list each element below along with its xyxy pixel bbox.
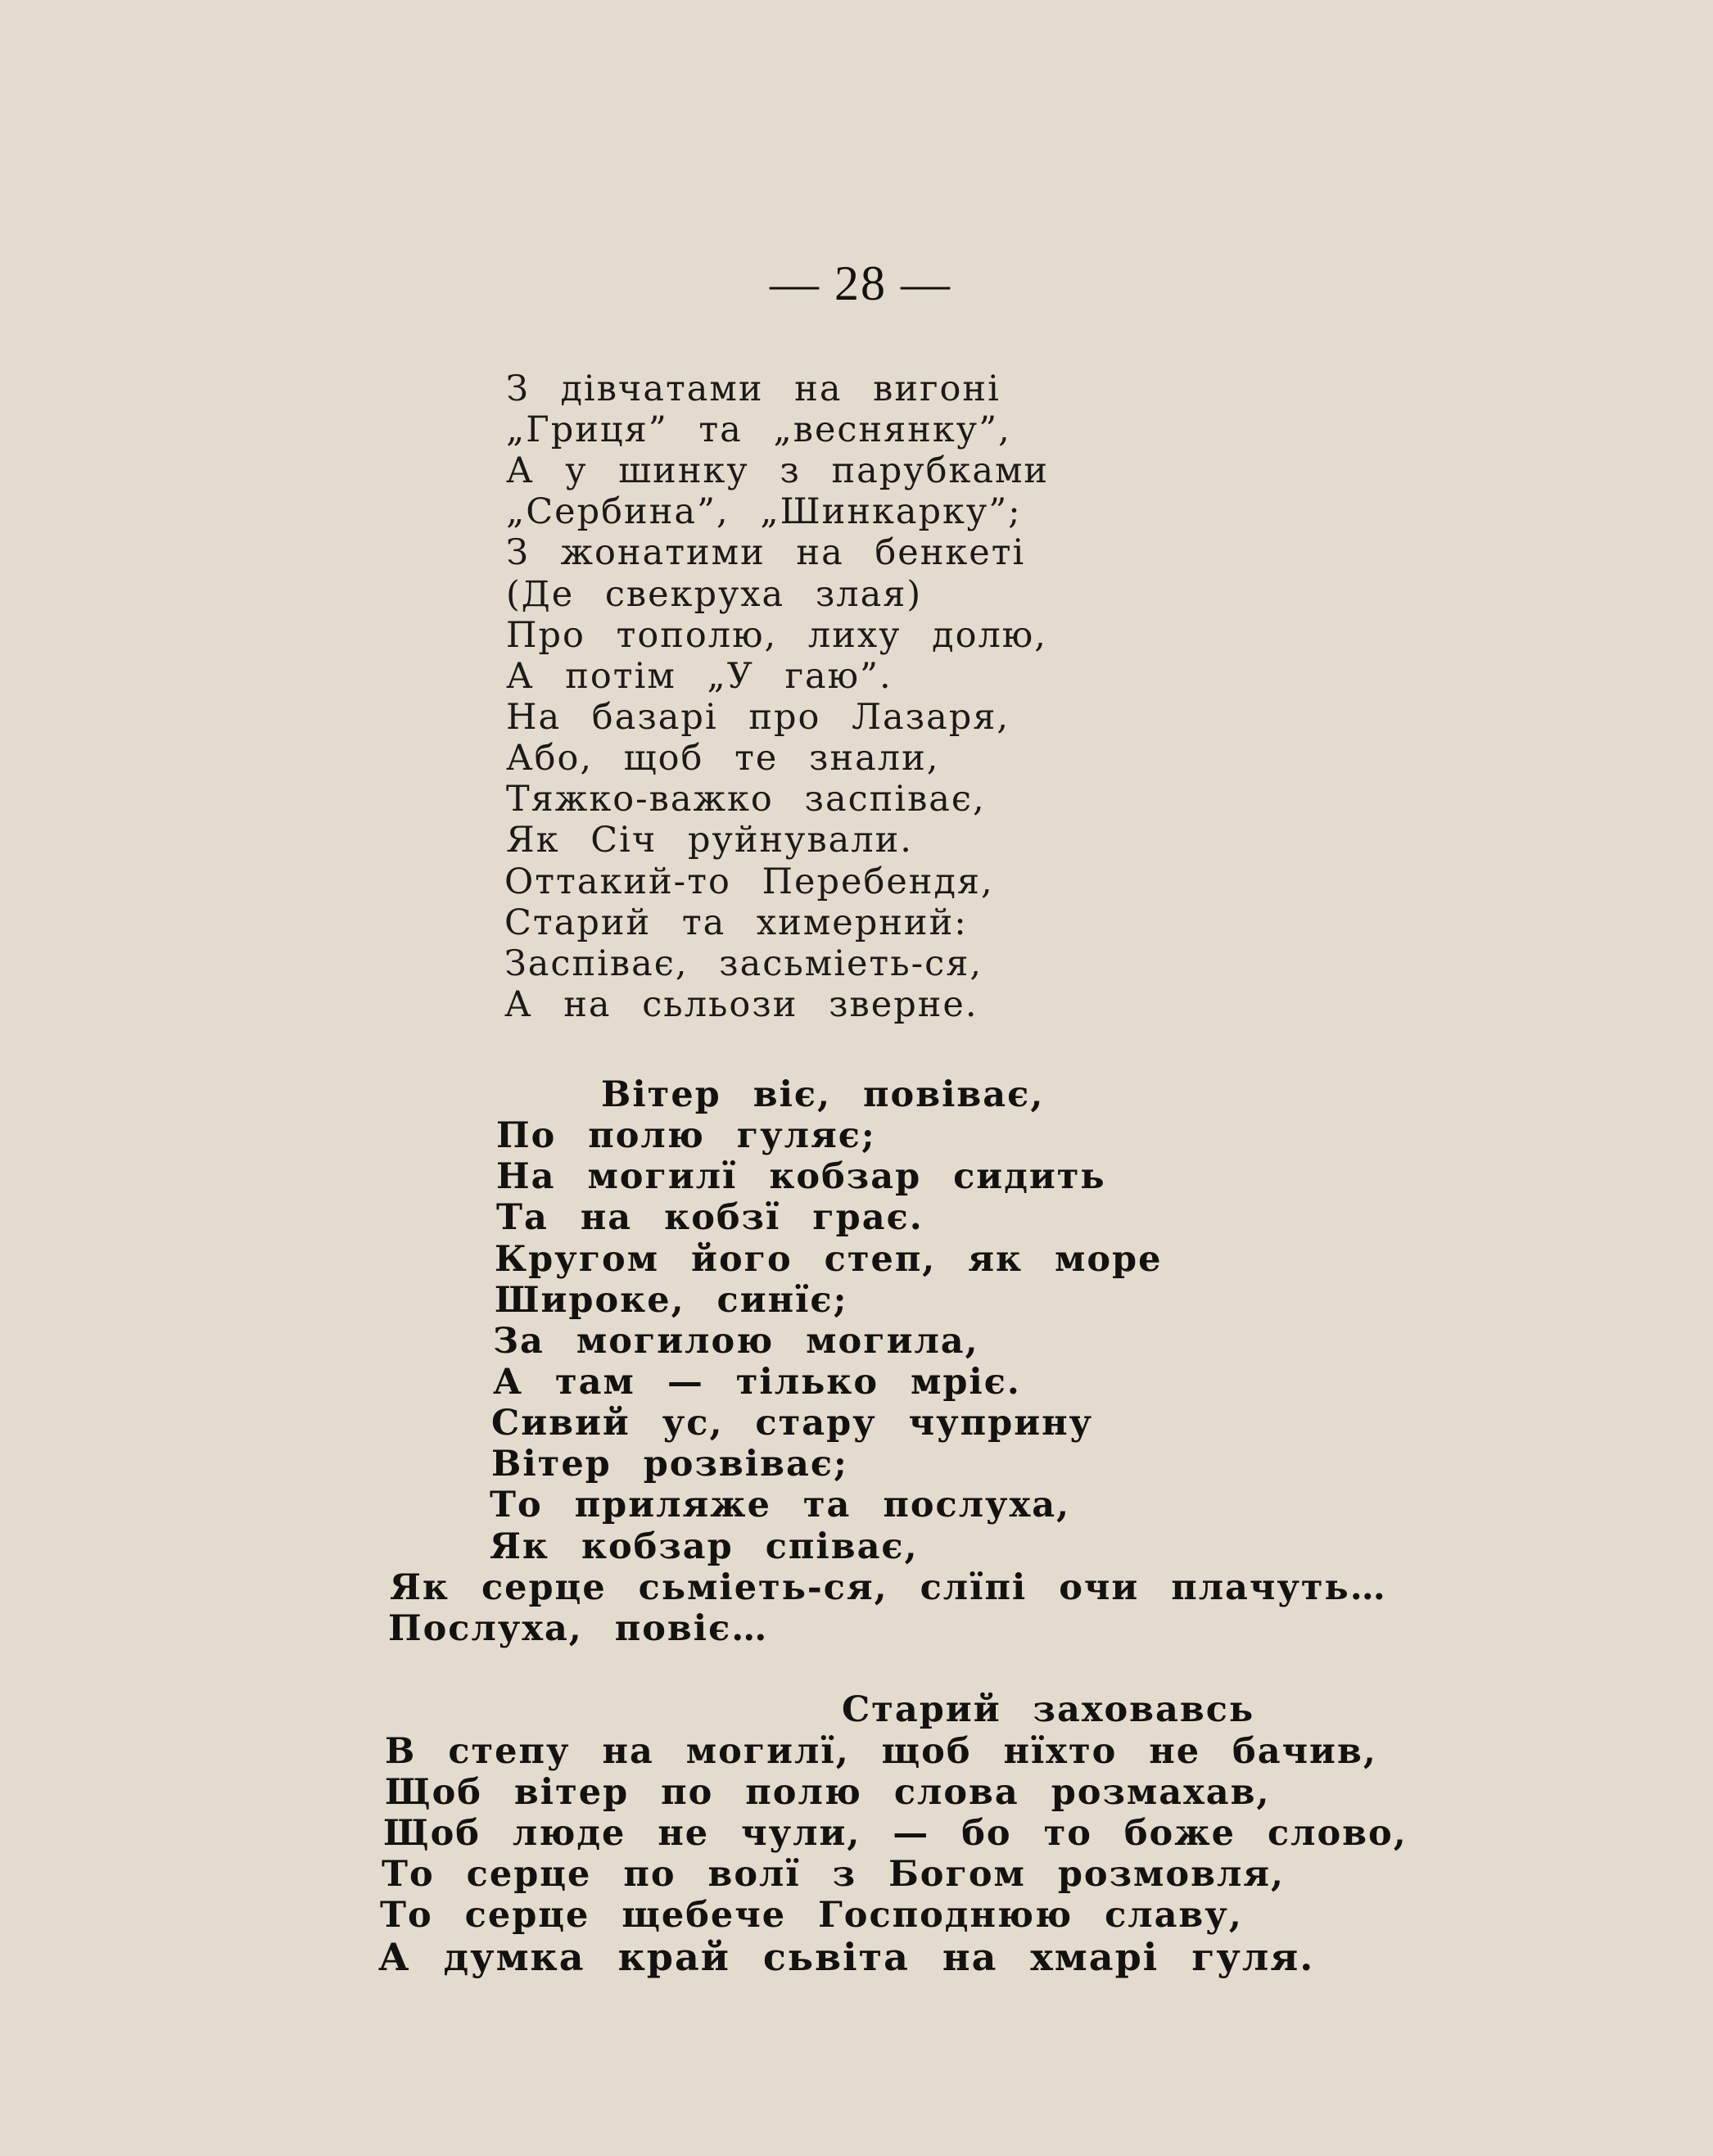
- poem-line: А у шинку з парубками: [506, 450, 1050, 491]
- poem-line: Як кобзар співає,: [490, 1526, 919, 1567]
- poem-line: Вітер віє, повіває,: [601, 1074, 1045, 1115]
- poem-line: Кругом його степ, як море: [495, 1239, 1163, 1280]
- poem-line: Заспіває, засьміеть-ся,: [504, 943, 983, 984]
- poem-line: А потім „У гаю”.: [506, 656, 893, 697]
- poem-line: За могилою могила,: [493, 1321, 979, 1362]
- poem-line: Сивий ус, стару чуприну: [491, 1403, 1094, 1444]
- poem-line: Широке, синїє;: [495, 1280, 848, 1321]
- poem-line: На могилї кобзар сидить: [496, 1156, 1106, 1197]
- poem-line: Старий та химерний:: [504, 902, 968, 943]
- poem-line: Послуха, повіє…: [388, 1608, 769, 1649]
- poem-line: В степу на могилї, щоб нїхто не бачив,: [385, 1731, 1377, 1772]
- poem-line: Або, щоб те знали,: [506, 738, 940, 779]
- poem-line: То серце щебече Господнюю славу,: [380, 1895, 1243, 1936]
- poem-line: Тяжко-важко заспіває,: [506, 779, 986, 820]
- poem-line: З жонатими на бенкеті: [506, 532, 1026, 573]
- poem-line: А на сьльози зверне.: [504, 984, 979, 1025]
- poem-line: Та на кобзї грає.: [496, 1197, 924, 1238]
- poem-line: „Гриця” та „веснянку”,: [506, 409, 1011, 450]
- poem-line: Вітер розвіває;: [491, 1444, 848, 1485]
- poem-line: Як Січ руйнували.: [506, 820, 913, 861]
- poem-line: Старий заховавсь: [842, 1689, 1255, 1730]
- poem-line: Щоб люде не чули, — бо то боже слово,: [383, 1813, 1408, 1854]
- poem-line: На базарі про Лазаря,: [506, 697, 1010, 738]
- poem-line: (Де свекруха злая): [506, 574, 923, 615]
- poem-line: З дівчатами на вигоні: [506, 368, 1001, 409]
- poem-line: Щоб вітер по полю слова розмахав,: [385, 1772, 1271, 1813]
- poem-line: А там — тілько мріє.: [493, 1362, 1021, 1403]
- poem-line: „Сербина”, „Шинкарку”;: [506, 491, 1022, 532]
- poem-line: А думка край сьвіта на хмарі гуля.: [378, 1935, 1315, 1979]
- poem-line: То приляже та послуха,: [490, 1485, 1071, 1525]
- poem-line: Як серце сьміеть-ся, слїпі очи плачуть…: [390, 1567, 1387, 1608]
- poem-line: Оттакий-то Перебендя,: [504, 861, 994, 902]
- poem-line: То серце по волї з Богом розмовля,: [382, 1854, 1285, 1895]
- poem-line: По полю гуляє;: [496, 1115, 876, 1156]
- page-number: — 28 —: [770, 256, 951, 310]
- poem-line: Про тополю, лиху долю,: [506, 615, 1047, 656]
